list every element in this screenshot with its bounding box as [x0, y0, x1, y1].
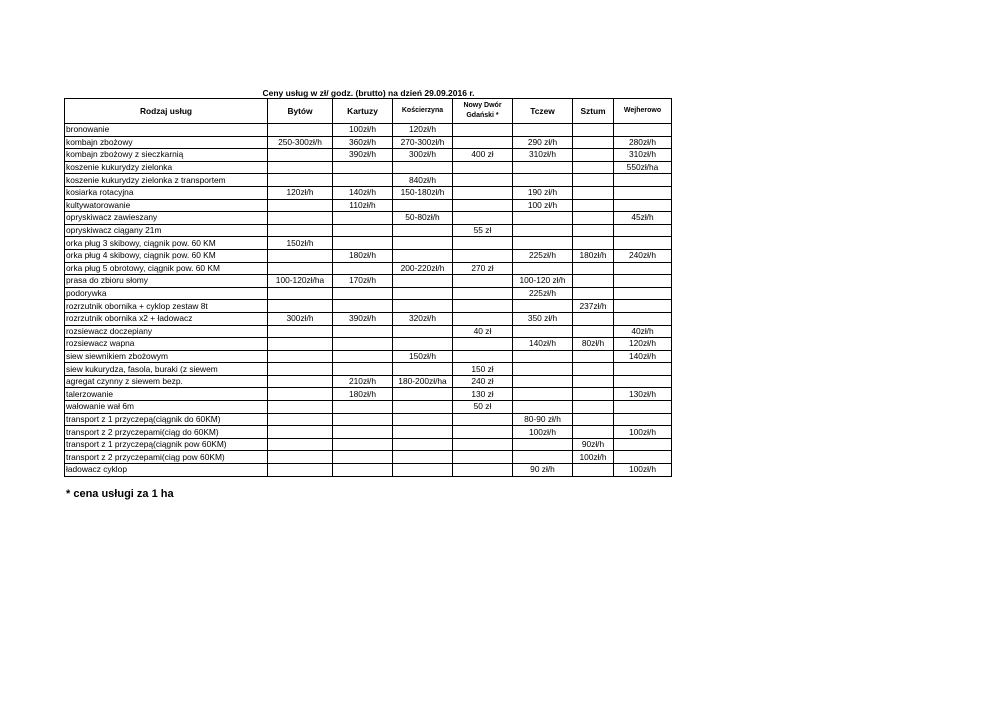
- price-cell: 310zł/h: [614, 149, 672, 162]
- price-cell: [614, 287, 672, 300]
- price-cell: 210zł/h: [333, 375, 393, 388]
- price-cell: [333, 212, 393, 225]
- price-cell: [393, 224, 453, 237]
- price-cell: [333, 338, 393, 351]
- price-cell: 100zł/h: [614, 464, 672, 477]
- price-cell: [573, 174, 614, 187]
- price-cell: [614, 438, 672, 451]
- price-cell: [268, 426, 333, 439]
- price-cell: [573, 224, 614, 237]
- price-cell: [268, 388, 333, 401]
- price-cell: [513, 212, 573, 225]
- price-cell: 50 zł: [453, 401, 513, 414]
- service-name-cell: siew siewnikiem zbożowym: [65, 350, 268, 363]
- service-name-cell: siew kukurydza, fasola, buraki (z siewem: [65, 363, 268, 376]
- table-row: [65, 262, 672, 275]
- price-cell: 390zł/h: [333, 149, 393, 162]
- price-cell: [333, 464, 393, 477]
- table-row: [65, 199, 672, 212]
- price-cell: [513, 363, 573, 376]
- price-cell: [333, 224, 393, 237]
- price-cell: [513, 224, 573, 237]
- price-cell: [453, 161, 513, 174]
- price-cell: 270 zł: [453, 262, 513, 275]
- table-row: [65, 149, 672, 162]
- service-name-cell: koszenie kukurydzy zielonka: [65, 161, 268, 174]
- price-cell: 240zł/h: [614, 249, 672, 262]
- service-name-cell: transport z 2 przyczepami(ciąg do 60KM): [65, 426, 268, 439]
- table-row: [65, 401, 672, 414]
- price-cell: [393, 413, 453, 426]
- price-cell: [513, 174, 573, 187]
- service-name-cell: transport z 1 przyczepą(ciągnik do 60KM): [65, 413, 268, 426]
- price-cell: [453, 426, 513, 439]
- price-cell: 80-90 zł/h: [513, 413, 573, 426]
- price-cell: 390zł/h: [333, 312, 393, 325]
- service-name-cell: koszenie kukurydzy zielonka z transportem: [65, 174, 268, 187]
- price-cell: [393, 237, 453, 250]
- table-row: [65, 124, 672, 137]
- price-cell: 170zł/h: [333, 275, 393, 288]
- price-cell: 300zł/h: [268, 312, 333, 325]
- price-cell: [393, 451, 453, 464]
- price-cell: 190 zł/h: [513, 186, 573, 199]
- service-name-cell: bronowanie: [65, 124, 268, 137]
- price-cell: 140zł/h: [513, 338, 573, 351]
- price-cell: 140zł/h: [333, 186, 393, 199]
- price-cell: [573, 262, 614, 275]
- price-cell: [614, 401, 672, 414]
- price-cell: [268, 300, 333, 313]
- price-cell: [333, 451, 393, 464]
- footnote: * cena usługi za 1 ha: [66, 488, 174, 500]
- price-cell: 840zł/h: [393, 174, 453, 187]
- price-cell: [393, 401, 453, 414]
- price-cell: [333, 350, 393, 363]
- price-cell: [268, 464, 333, 477]
- price-cell: [573, 401, 614, 414]
- price-cell: [268, 350, 333, 363]
- price-cell: 45zł/h: [614, 212, 672, 225]
- price-cell: [393, 287, 453, 300]
- price-cell: [453, 413, 513, 426]
- price-cell: [614, 124, 672, 137]
- price-cell: [573, 136, 614, 149]
- price-cell: [453, 212, 513, 225]
- service-name-cell: rozrzutnik obornika x2 + ładowacz: [65, 312, 268, 325]
- price-cell: [573, 275, 614, 288]
- service-name-cell: prasa do zbioru słomy: [65, 275, 268, 288]
- price-cell: 90zł/h: [573, 438, 614, 451]
- price-cell: 130 zł: [453, 388, 513, 401]
- price-cell: [333, 413, 393, 426]
- price-cell: 180-200zł/ha: [393, 375, 453, 388]
- price-cell: [393, 426, 453, 439]
- table-row: [65, 300, 672, 313]
- price-cell: [513, 451, 573, 464]
- header-wejherowo: Wejherowo: [614, 99, 672, 124]
- service-name-cell: opryskiwacz ciągany 21m: [65, 224, 268, 237]
- price-cell: 150zł/h: [393, 350, 453, 363]
- service-name-cell: talerzowanie: [65, 388, 268, 401]
- price-cell: [513, 375, 573, 388]
- price-cell: [268, 363, 333, 376]
- price-cell: 180zł/h: [333, 388, 393, 401]
- service-name-cell: kombajn zbożowy z sieczkarnią: [65, 149, 268, 162]
- service-name-cell: wałowanie wał 6m: [65, 401, 268, 414]
- service-name-cell: opryskiwacz zawieszany: [65, 212, 268, 225]
- price-cell: [573, 124, 614, 137]
- service-name-cell: transport z 1 przyczepą(ciągnik pow 60KM): [65, 438, 268, 451]
- price-cell: 100-120zł/ha: [268, 275, 333, 288]
- price-cell: [573, 464, 614, 477]
- table-row: [65, 275, 672, 288]
- price-cell: 270-300zł/h: [393, 136, 453, 149]
- price-cell: [333, 363, 393, 376]
- price-cell: [573, 363, 614, 376]
- price-cell: [573, 186, 614, 199]
- price-cell: [453, 312, 513, 325]
- price-cell: [614, 224, 672, 237]
- table-row: [65, 287, 672, 300]
- price-cell: [453, 287, 513, 300]
- price-cell: [573, 199, 614, 212]
- service-name-cell: kombajn zbożowy: [65, 136, 268, 149]
- price-cell: [333, 426, 393, 439]
- price-cell: [513, 388, 573, 401]
- price-cell: [453, 438, 513, 451]
- service-name-cell: podorywka: [65, 287, 268, 300]
- price-cell: [614, 262, 672, 275]
- table-row: [65, 464, 672, 477]
- price-cell: [268, 325, 333, 338]
- table-row: [65, 325, 672, 338]
- price-cell: [573, 375, 614, 388]
- price-cell: 110zł/h: [333, 199, 393, 212]
- price-cell: [393, 249, 453, 262]
- price-cell: [333, 401, 393, 414]
- price-cell: 180zł/h: [333, 249, 393, 262]
- price-cell: [268, 262, 333, 275]
- price-cell: 100 zł/h: [513, 199, 573, 212]
- price-cell: 150-180zł/h: [393, 186, 453, 199]
- price-cell: [614, 237, 672, 250]
- price-cell: 350 zł/h: [513, 312, 573, 325]
- price-cell: [614, 375, 672, 388]
- price-cell: [393, 275, 453, 288]
- price-cell: [268, 199, 333, 212]
- price-cell: [268, 174, 333, 187]
- price-cell: [333, 174, 393, 187]
- price-cell: [573, 350, 614, 363]
- table-row: [65, 388, 672, 401]
- price-cell: [268, 451, 333, 464]
- price-cell: [573, 237, 614, 250]
- price-cell: 120zł/h: [393, 124, 453, 137]
- header-kartuzy: Kartuzy: [333, 99, 393, 124]
- document-title: Ceny usług w zł/ godz. (brutto) na dzień 29.09.2016 r.: [262, 88, 475, 98]
- price-cell: [333, 262, 393, 275]
- header-koscierzyna: Kościerzyna: [393, 99, 453, 124]
- price-cell: 225zł/h: [513, 249, 573, 262]
- price-cell: [513, 161, 573, 174]
- price-cell: [573, 287, 614, 300]
- price-cell: 360zł/h: [333, 136, 393, 149]
- service-name-cell: transport z 2 przyczepami(ciąg pow 60KM): [65, 451, 268, 464]
- price-cell: 100zł/h: [333, 124, 393, 137]
- table-row: [65, 350, 672, 363]
- header-bytow: Bytów: [268, 99, 333, 124]
- price-cell: 310zł/h: [513, 149, 573, 162]
- price-cell: [268, 413, 333, 426]
- price-cell: [453, 124, 513, 137]
- price-cell: [513, 325, 573, 338]
- price-cell: 180zł/h: [573, 249, 614, 262]
- price-cell: [268, 124, 333, 137]
- price-cell: [268, 224, 333, 237]
- table-row: [65, 224, 672, 237]
- price-cell: [268, 338, 333, 351]
- price-cell: [513, 438, 573, 451]
- price-cell: [268, 375, 333, 388]
- price-cell: [333, 300, 393, 313]
- price-cell: 200-220zł/h: [393, 262, 453, 275]
- service-name-cell: rozrzutnik obornika + cyklop zestaw 8t: [65, 300, 268, 313]
- service-name-cell: ładowacz cyklop: [65, 464, 268, 477]
- price-cell: [573, 212, 614, 225]
- price-cell: 150zł/h: [268, 237, 333, 250]
- price-cell: [614, 174, 672, 187]
- price-cell: [573, 426, 614, 439]
- price-cell: [453, 174, 513, 187]
- service-name-cell: rozsiewacz doczepiany: [65, 325, 268, 338]
- service-name-cell: orka pług 3 skibowy, ciągnik pow. 60 KM: [65, 237, 268, 250]
- price-cell: [268, 438, 333, 451]
- price-cell: [333, 438, 393, 451]
- price-cell: [573, 325, 614, 338]
- price-cell: 150 zł: [453, 363, 513, 376]
- price-cell: [614, 451, 672, 464]
- price-cell: [614, 413, 672, 426]
- price-cell: 237zł/h: [573, 300, 614, 313]
- price-cell: [333, 237, 393, 250]
- price-cell: [333, 287, 393, 300]
- price-cell: 400 zł: [453, 149, 513, 162]
- table-row: [65, 161, 672, 174]
- table-row: [65, 426, 672, 439]
- price-cell: [393, 161, 453, 174]
- price-cell: 250-300zł/h: [268, 136, 333, 149]
- table-row: [65, 312, 672, 325]
- price-cell: [393, 464, 453, 477]
- price-cell: 50-80zł/h: [393, 212, 453, 225]
- price-cell: [453, 199, 513, 212]
- price-cell: [333, 325, 393, 338]
- table-row: [65, 451, 672, 464]
- service-name-cell: agregat czynny z siewem bezp.: [65, 375, 268, 388]
- price-cell: [573, 149, 614, 162]
- service-name-cell: kultywatorowanie: [65, 199, 268, 212]
- price-cell: [453, 275, 513, 288]
- price-cell: 120zł/h: [268, 186, 333, 199]
- service-name-cell: orka pług 4 skibowy, ciągnik pow. 60 KM: [65, 249, 268, 262]
- price-cell: [614, 363, 672, 376]
- price-cell: [453, 451, 513, 464]
- price-cell: 120zł/h: [614, 338, 672, 351]
- price-cell: [453, 464, 513, 477]
- table-row: [65, 413, 672, 426]
- price-cell: [614, 300, 672, 313]
- price-cell: [614, 275, 672, 288]
- price-cell: 55 zł: [453, 224, 513, 237]
- header-nowy-dwor-gdanski: Nowy Dwór Gdański *: [453, 99, 513, 124]
- table-row: [65, 212, 672, 225]
- price-cell: [453, 237, 513, 250]
- price-cell: [453, 249, 513, 262]
- price-cell: [393, 199, 453, 212]
- price-cell: [393, 300, 453, 313]
- price-cell: [268, 212, 333, 225]
- table-row: [65, 338, 672, 351]
- price-cell: [513, 300, 573, 313]
- price-cell: [614, 199, 672, 212]
- price-cell: [393, 388, 453, 401]
- price-cell: 300zł/h: [393, 149, 453, 162]
- service-name-cell: orka pług 5 obrotowy, ciągnik pow. 60 KM: [65, 262, 268, 275]
- price-cell: 100zł/h: [614, 426, 672, 439]
- price-cell: [453, 338, 513, 351]
- price-cell: [393, 338, 453, 351]
- price-cell: [268, 249, 333, 262]
- table-row: [65, 186, 672, 199]
- price-cell: [513, 350, 573, 363]
- price-cell: [393, 325, 453, 338]
- header-row: [65, 99, 672, 124]
- price-cell: 100-120 zł/h: [513, 275, 573, 288]
- header-tczew: Tczew: [513, 99, 573, 124]
- price-cell: 40zł/h: [614, 325, 672, 338]
- table-body: [65, 124, 672, 477]
- price-cell: [513, 124, 573, 137]
- price-cell: [333, 161, 393, 174]
- table-row: [65, 438, 672, 451]
- price-cell: [268, 161, 333, 174]
- price-cell: 280zł/h: [614, 136, 672, 149]
- price-cell: 240 zł: [453, 375, 513, 388]
- price-cell: [573, 312, 614, 325]
- service-name-cell: rozsiewacz wapna: [65, 338, 268, 351]
- price-table: [64, 98, 672, 477]
- price-cell: [453, 350, 513, 363]
- price-cell: 225zł/h: [513, 287, 573, 300]
- price-cell: 90 zł/h: [513, 464, 573, 477]
- price-cell: [614, 312, 672, 325]
- table-row: [65, 136, 672, 149]
- price-cell: [268, 149, 333, 162]
- price-cell: 130zł/h: [614, 388, 672, 401]
- price-cell: 100zł/h: [573, 451, 614, 464]
- price-cell: [268, 287, 333, 300]
- table-row: [65, 375, 672, 388]
- price-cell: [268, 401, 333, 414]
- price-cell: 80zł/h: [573, 338, 614, 351]
- price-cell: [393, 363, 453, 376]
- table-row: [65, 237, 672, 250]
- table-row: [65, 363, 672, 376]
- price-cell: [573, 413, 614, 426]
- price-cell: [513, 237, 573, 250]
- price-cell: [453, 136, 513, 149]
- header-sztum: Sztum: [573, 99, 614, 124]
- price-cell: 290 zł/h: [513, 136, 573, 149]
- table-row: [65, 249, 672, 262]
- table-row: [65, 174, 672, 187]
- price-cell: [393, 438, 453, 451]
- price-cell: 550zł/ha: [614, 161, 672, 174]
- service-name-cell: kosiarka rotacyjna: [65, 186, 268, 199]
- price-cell: 320zł/h: [393, 312, 453, 325]
- price-cell: 140zł/h: [614, 350, 672, 363]
- price-cell: [573, 388, 614, 401]
- price-cell: 40 zł: [453, 325, 513, 338]
- price-cell: [513, 401, 573, 414]
- price-cell: [614, 186, 672, 199]
- price-cell: [513, 262, 573, 275]
- price-cell: 100zł/h: [513, 426, 573, 439]
- price-cell: [453, 186, 513, 199]
- price-cell: [573, 161, 614, 174]
- header-service: Rodzaj usług: [65, 99, 268, 124]
- price-cell: [453, 300, 513, 313]
